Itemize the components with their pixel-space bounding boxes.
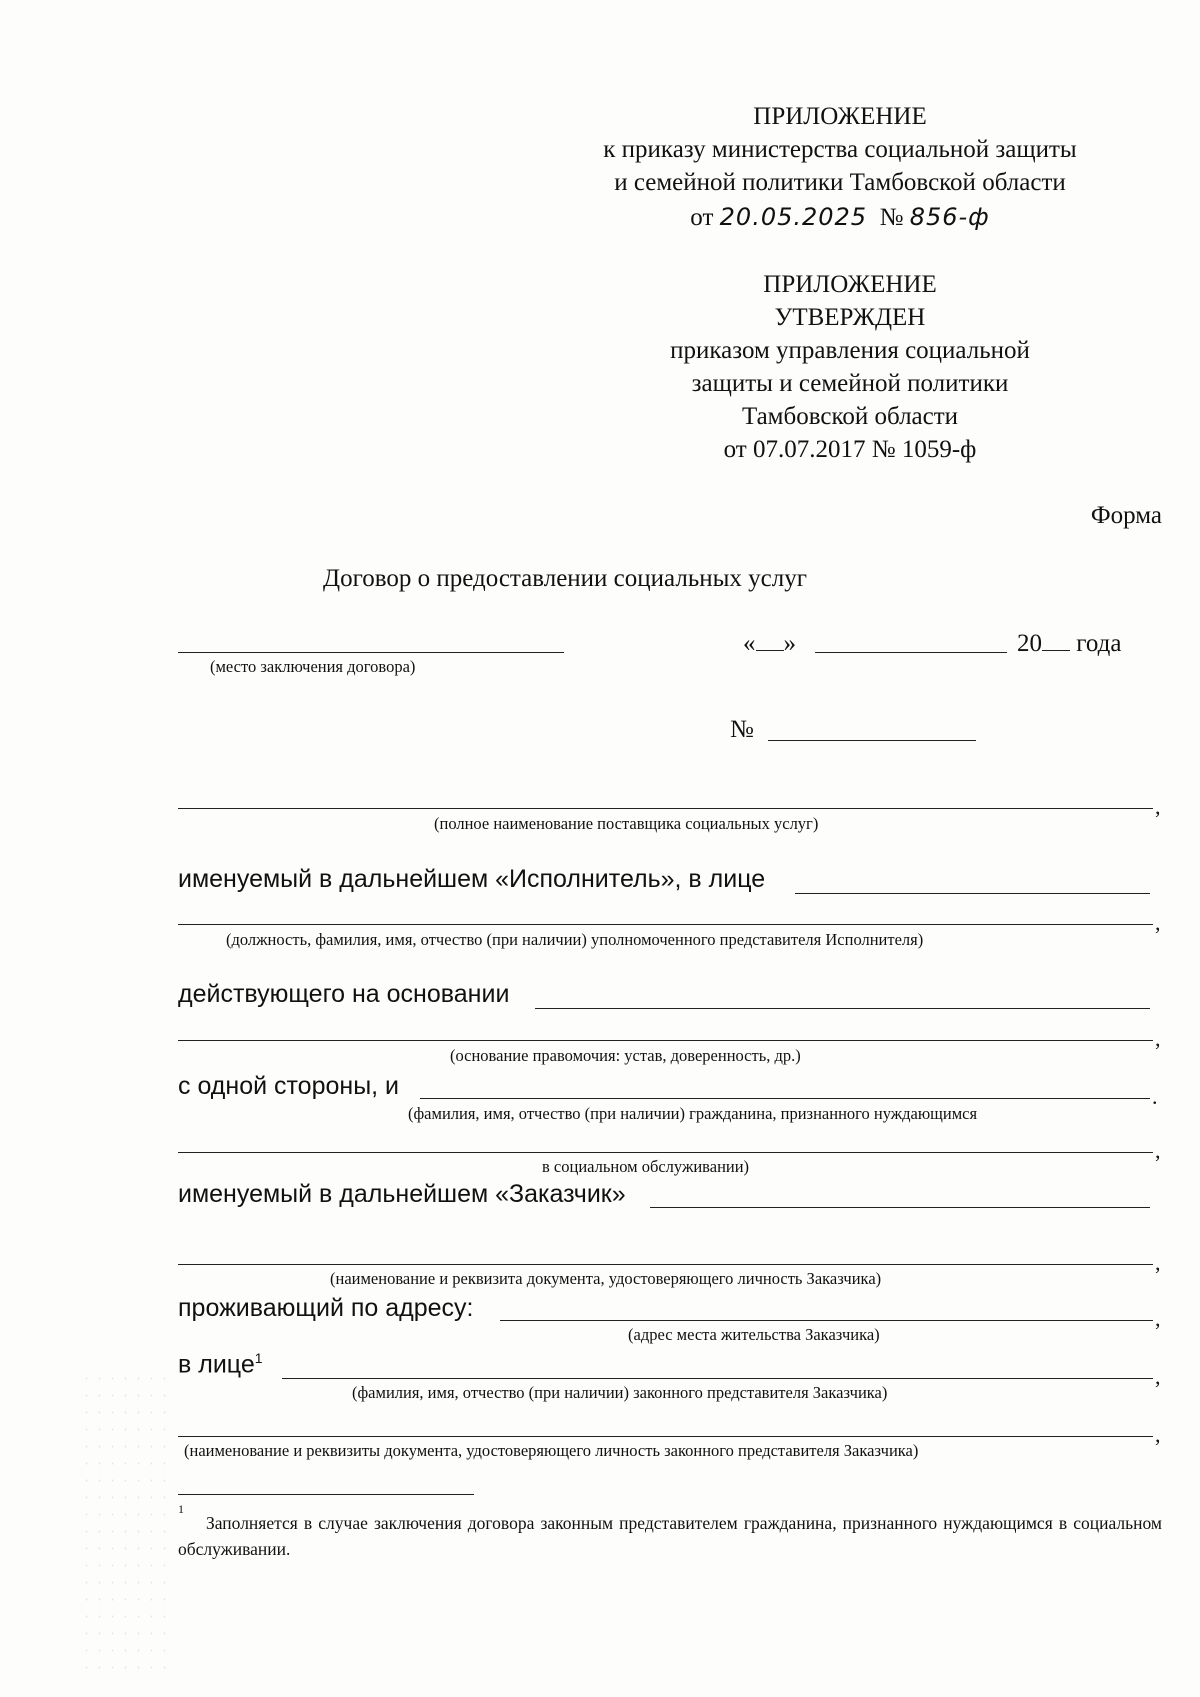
legal-rep-caption: (фамилия, имя, отчество (при наличии) законного представителя Заказчика) [352, 1383, 888, 1402]
basis-text: действующего на основании [178, 980, 510, 1008]
customer-document-field[interactable] [178, 1264, 1153, 1265]
basis-field-2[interactable] [178, 1040, 1153, 1041]
document-page: ПРИЛОЖЕНИЕ к приказу министерства социальной защиты и семейной политики Тамбовской области от 20.05.2025 № 856-ф ПРИЛОЖЕНИЕ УТВЕРЖДЕН приказом управления социальной защиты и семейной политики Тамбовской области от 07.07.2017 № 1059-ф Форма Договор о предоставлении социальных услуг (место заключения договора) « » 20 года № , (полное наименование поставщика социальных услуг) именуемый в дальнейшем «Исполнитель», в лице , (должность, фамилия, имя, отчество (при наличии) уполномоченного представителя Исполнителя) действующего на основании , (основание правомочия: устав, доверенность, др.) с одной стороны, и . (фамилия, имя, отчество (при наличии) гражданина, признанного нуждающимся , в социальном обслуживании) именуемый в дальнейшем «Заказчик» , (наименование и реквизита документа, удостоверяющего личность Заказчика) проживающий по адресу: , (адрес места жительства Заказчика) в лице$^1$ , (фамилия, имя, отчество (при наличии) законного представителя Заказчика) , (наименование и реквизиты документа, удостоверяющего личность законного представителя Заказчика) 1 Заполняется в случае заключения договора законным представителем гражданина, признанного нуждающимся в социальном обслуживании. [0, 0, 1200, 1697]
legal-rep-document-field[interactable] [178, 1436, 1153, 1437]
legal-rep-field[interactable] [282, 1378, 1153, 1379]
header2-line3: Тамбовской области [741, 403, 959, 430]
header1-title: ПРИЛОЖЕНИЕ [753, 103, 927, 130]
footnote-text: Заполняется в случае заключения договора законным представителем гражданина, признанного нуждающимся в социальном обслуживании. [178, 1513, 1162, 1559]
citizen-caption-1: (фамилия, имя, отчество (при наличии) гражданина, признанного нуждающимся [408, 1104, 978, 1123]
document-title: Договор о предоставлении социальных услуг [323, 565, 807, 592]
representative-caption: (должность, фамилия, имя, отчество (при наличии) уполномоченного представителя Исполнителя) [226, 930, 924, 949]
year-suffix: года [1076, 630, 1122, 657]
provider-caption: (полное наименование поставщика социальных услуг) [434, 814, 819, 833]
footnote-marker: 1 [178, 1502, 184, 1516]
address-caption: (адрес места жительства Заказчика) [628, 1325, 880, 1344]
address-text: проживающий по адресу: [178, 1294, 474, 1322]
date-day [743, 630, 796, 658]
header2-line1: приказом управления социальной [670, 337, 1030, 364]
provider-field[interactable] [178, 808, 1153, 809]
basis-caption: (основание правомочия: устав, доверенность, др.) [450, 1046, 801, 1065]
address-field[interactable] [500, 1320, 1153, 1321]
open-quote: « [743, 630, 756, 657]
number-field[interactable] [768, 740, 976, 741]
place-caption: (место заключения договора) [210, 657, 416, 676]
other-side-text: с одной стороны, и [178, 1072, 400, 1100]
header2-approved: УТВЕРЖДЕН [774, 304, 926, 331]
representative-field[interactable] [178, 924, 1153, 925]
basis-field[interactable] [535, 1008, 1150, 1009]
citizen-caption-2: в социальном обслуживании) [542, 1157, 750, 1176]
citizen-field[interactable] [420, 1098, 1150, 1099]
handwritten-number: 856-ф [909, 203, 990, 231]
legal-rep-document-caption: (наименование и реквизиты документа, удостоверяющего личность законного представителя Заказчика) [184, 1441, 919, 1460]
handwritten-date: 20.05.2025 [719, 203, 868, 231]
approval-header [590, 268, 1110, 466]
place-field[interactable] [178, 652, 564, 653]
executor-text: именуемый в дальнейшем «Исполнитель», в лице [178, 865, 766, 893]
person-label: в лице [178, 1350, 255, 1379]
person-text [178, 1350, 263, 1379]
customer-document-caption: (наименование и реквизита документа, удостоверяющего личность Заказчика) [330, 1269, 882, 1288]
footnote-ref: 1 [254, 1350, 263, 1366]
header1-number-prefix: № [879, 204, 904, 231]
date-year [1017, 630, 1121, 658]
header2-line2: защиты и семейной политики [691, 370, 1009, 397]
number-symbol: № [730, 716, 754, 743]
header1-line1: к приказу министерства социальной защиты [603, 136, 1077, 163]
header1-line2: и семейной политики Тамбовской области [614, 169, 1066, 196]
date-month-field[interactable] [815, 652, 1007, 653]
header1-date-prefix: от [690, 204, 714, 231]
footnote-separator [178, 1494, 474, 1495]
executor-representative-field[interactable] [795, 893, 1150, 894]
citizen-field-2[interactable] [178, 1152, 1153, 1153]
header2-title: ПРИЛОЖЕНИЕ [763, 271, 937, 298]
scan-noise [80, 1370, 170, 1670]
form-label: Форма [1090, 502, 1162, 529]
header1-date-line [560, 201, 1120, 234]
year-prefix: 20 [1017, 630, 1042, 657]
customer-field[interactable] [650, 1207, 1150, 1208]
header2-line4: от 07.07.2017 № 1059-ф [723, 436, 977, 463]
close-quote: » [783, 630, 796, 657]
order-header [560, 100, 1120, 234]
customer-text: именуемый в дальнейшем «Заказчик» [178, 1180, 626, 1208]
